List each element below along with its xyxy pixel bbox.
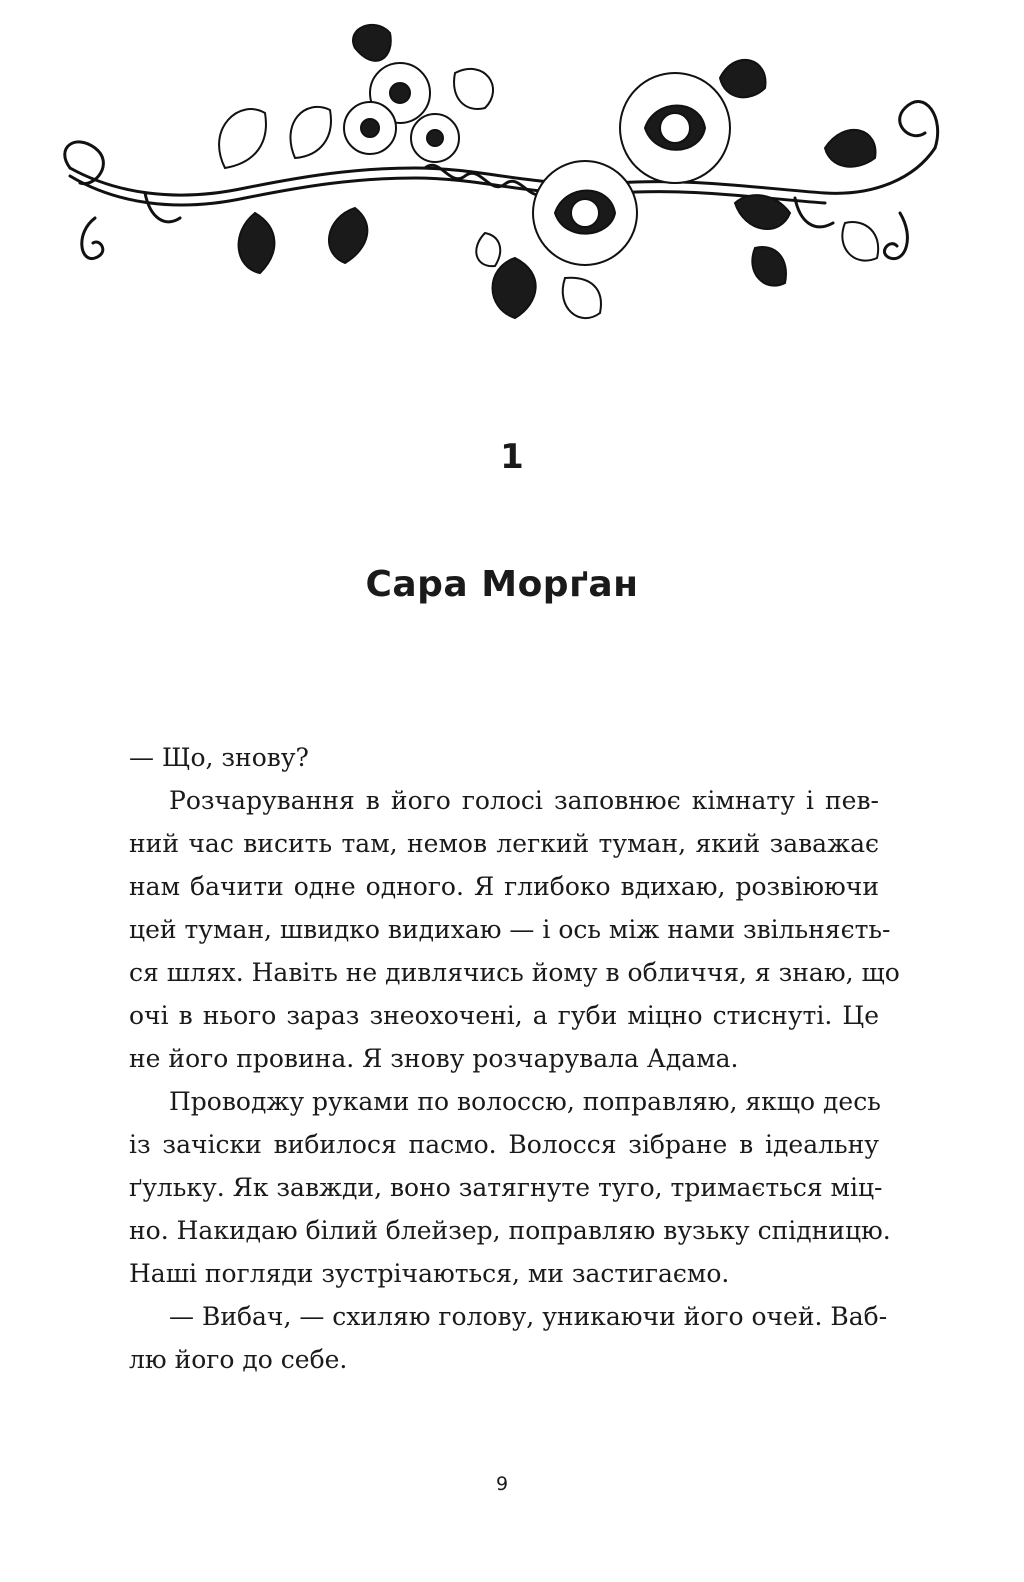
floral-vine-ornament-icon [55,18,970,328]
text-line: нам бачити одне одного. Я глибоко вдихаю, розвіюючи [129,872,879,901]
text-line: но. Накидаю білий блейзер, поправляю вузьку спідницю. [129,1216,891,1245]
text-line: не його провина. Я знову розчарувала Адама. [129,1044,739,1073]
text-line: цей туман, швидко видихаю — і ось між нами звільняєть- [129,915,891,944]
text-line: — Вибач, — схиляю голову, уникаючи його очей. Ваб- [169,1302,888,1331]
chapter-body-text [129,736,900,1381]
text-line: ґульку. Як завжди, воно затягнуте туго, тримається міц- [129,1173,883,1202]
text-line: Проводжу руками по волоссю, поправляю, якщо десь [169,1087,881,1116]
text-line: очі в нього зараз знеохочені, а губи міцно стиснуті. Це [129,1001,879,1030]
text-line: ний час висить там, немов легкий туман, який заважає [129,829,879,858]
text-line: ся шлях. Навіть не дивлячись йому в обличчя, я знаю, що [129,958,900,987]
text-line: лю його до себе. [129,1345,348,1374]
chapter-number: 1 [500,437,524,477]
page-number: 9 [495,1473,509,1495]
text-line: Наші погляди зустрічаються, ми застигаємо. [129,1259,730,1288]
text-line: — Що, знову? [129,743,309,772]
text-line: із зачіски вибилося пасмо. Волосся зібране в ідеальну [129,1130,879,1159]
chapter-title: Сара Морґан [365,564,639,605]
text-line: Розчарування в його голосі заповнює кімнату і пев- [169,786,879,815]
